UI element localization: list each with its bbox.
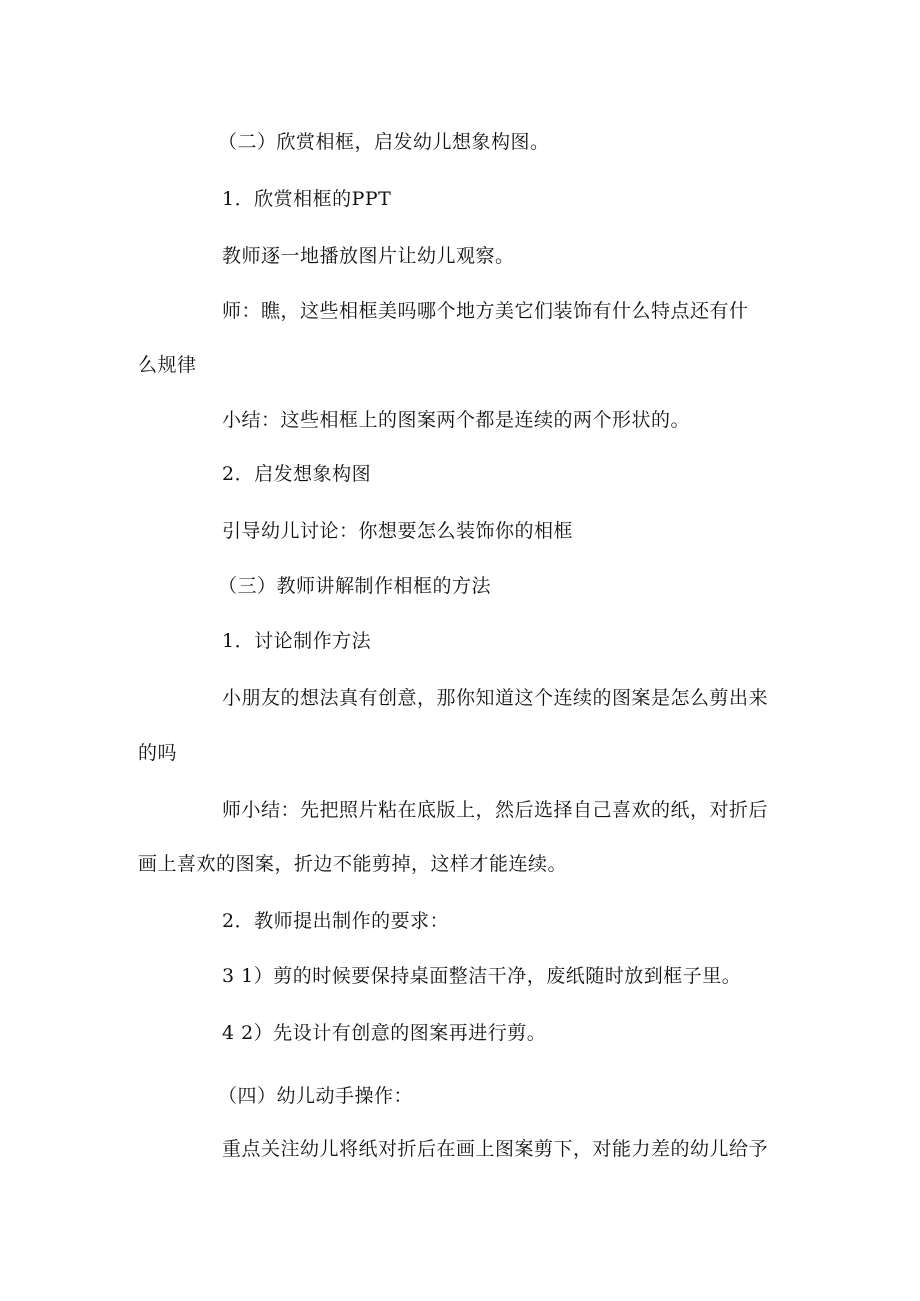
list-item-4: 4 2）先设计有创意的图案再进行剪。 bbox=[222, 1022, 547, 1044]
list-item-1: 1．讨论制作方法 bbox=[222, 630, 372, 652]
paragraph: 重点关注幼儿将纸对折后在画上图案剪下，对能力差的幼儿给予 bbox=[222, 1138, 769, 1160]
list-item-1: 1．欣赏相框的PPT bbox=[222, 188, 392, 210]
list-item-3: 3 1）剪的时候要保持桌面整洁干净，废纸随时放到框子里。 bbox=[222, 965, 742, 987]
list-item-2: 2．教师提出制作的要求： bbox=[222, 910, 450, 932]
paragraph: 引导幼儿讨论：你想要怎么装饰你的相框 bbox=[222, 520, 574, 542]
paragraph: 教师逐一地播放图片让幼儿观察。 bbox=[222, 245, 515, 267]
section-heading-2: （二）欣赏相框，启发幼儿想象构图。 bbox=[218, 131, 550, 153]
paragraph-continuation: 么规律 bbox=[138, 354, 197, 376]
paragraph: 小结：这些相框上的图案两个都是连续的两个形状的。 bbox=[222, 409, 691, 431]
section-heading-3: （三）教师讲解制作相框的方法 bbox=[218, 575, 492, 597]
paragraph: 师：瞧，这些相框美吗哪个地方美它们装饰有什么特点还有什 bbox=[222, 300, 749, 322]
paragraph: 师小结：先把照片粘在底版上，然后选择自己喜欢的纸，对折后 bbox=[222, 799, 769, 821]
paragraph-continuation: 画上喜欢的图案，折边不能剪掉，这样才能连续。 bbox=[138, 853, 568, 875]
paragraph-continuation: 的吗 bbox=[138, 742, 178, 764]
list-item-2: 2．启发想象构图 bbox=[222, 463, 372, 485]
paragraph: 小朋友的想法真有创意，那你知道这个连续的图案是怎么剪出来 bbox=[222, 687, 769, 709]
section-heading-4: （四）幼儿动手操作： bbox=[218, 1085, 414, 1107]
